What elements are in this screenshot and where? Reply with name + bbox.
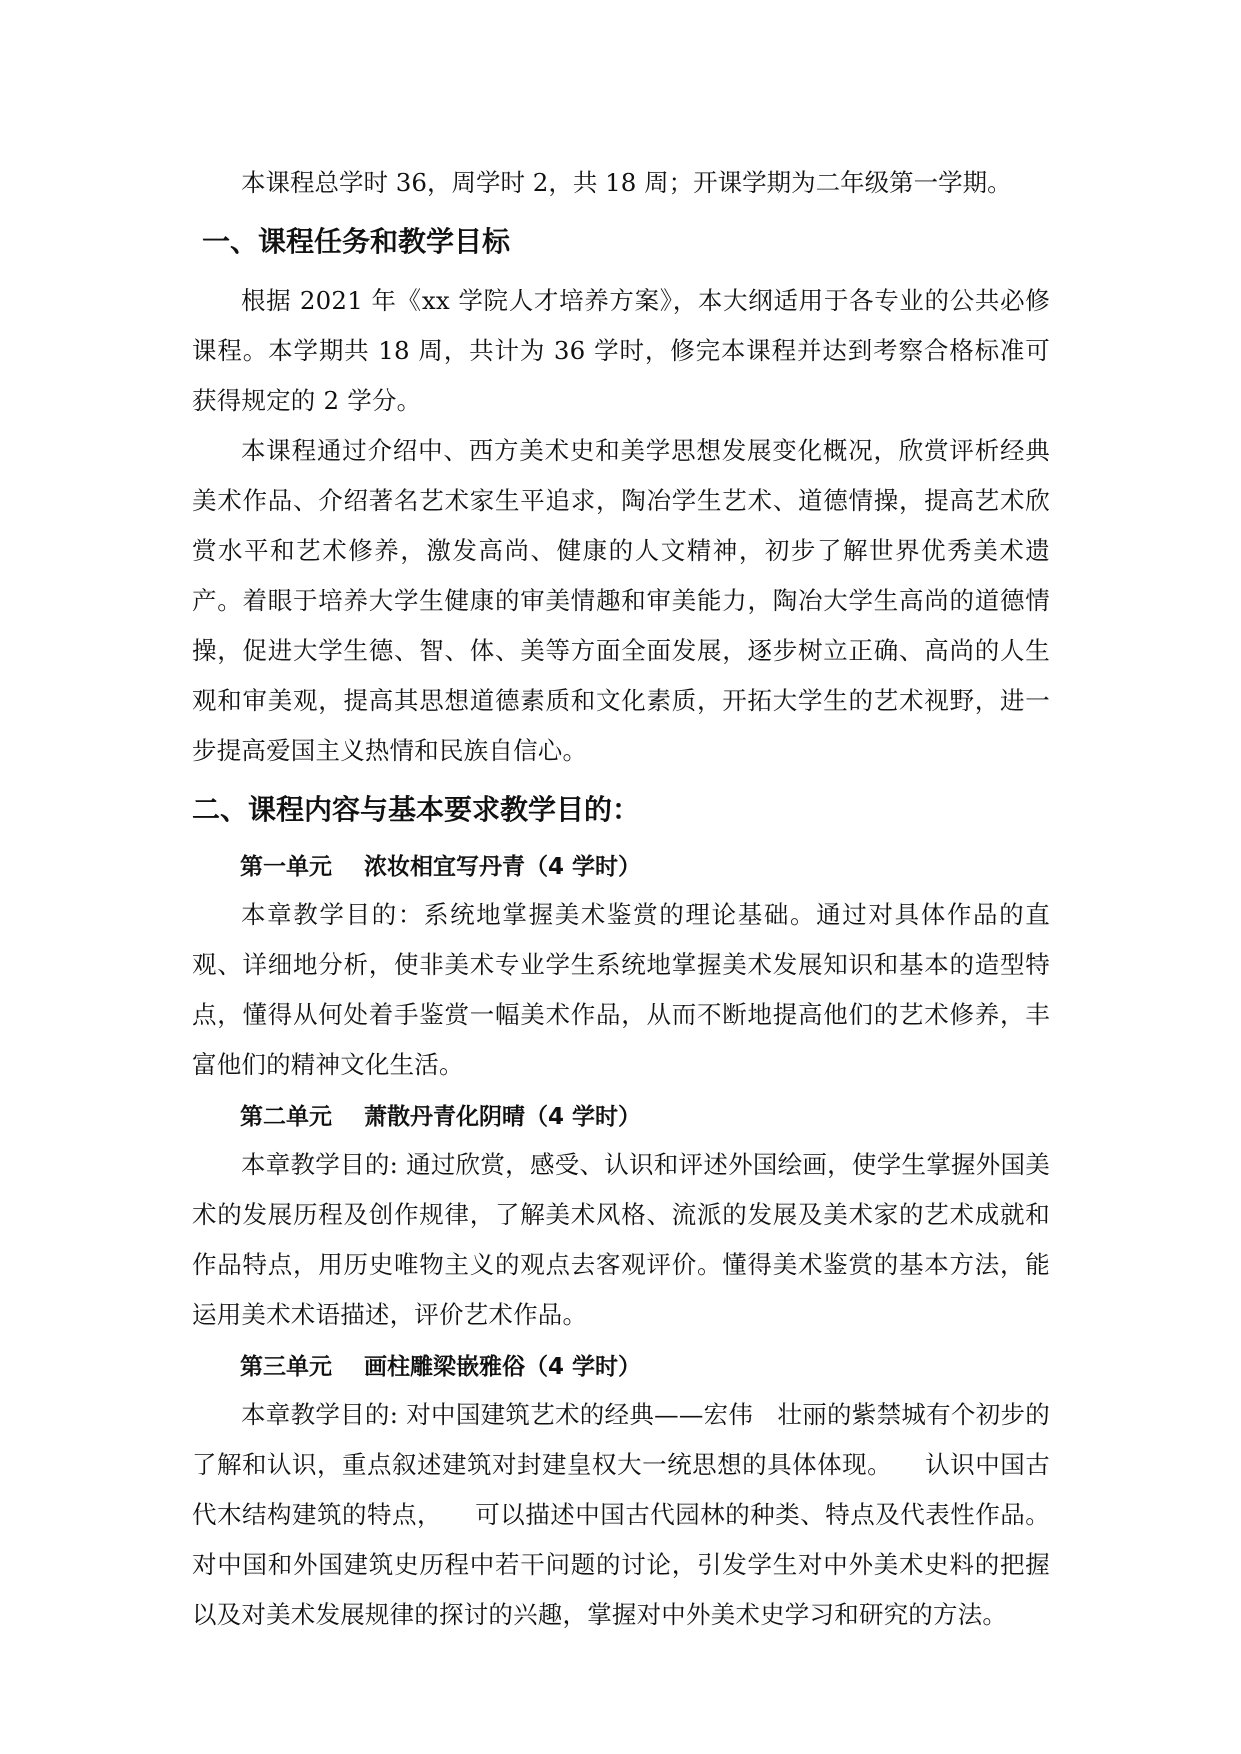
unit-2-paragraph: 本章教学目的: 通过欣赏，感受、认识和评述外国绘画，使学生掌握外国美术的发展历程及创作规律，了解美术风格、流派的发展及美术家的艺术成就和作品特点，用历史唯物主义的观点去客观评价。懂得美术鉴赏的基本方法，能运用美术术语描述，评价艺术作品。 — [192, 1150, 1050, 1329]
section-1-paragraph-2: 本课程通过介绍中、西方美术史和美学思想发展变化概况，欣赏评析经典美术作品、介绍著名艺术家生平追求，陶冶学生艺术、道德情操，提高艺术欣赏水平和艺术修养，激发高尚、健康的人文精神，初步了解世界优秀美术遗产。着眼于培养大学生健康的审美情趣和审美能力，陶冶大学生高尚的道德情操，促进大学生德、智、体、美等方面全面发展，逐步树立正确、高尚的人生观和审美观，提高其思想道德素质和文化素质，开拓大学生的艺术视野，进一步提高爱国主义热情和民族自信心。 — [192, 436, 1050, 765]
unit-1-title: 第一单元 浓妆相宜写丹青（4 学时） — [240, 854, 642, 880]
section-1-paragraph-1: 根据 2021 年《xx 学院人才培养方案》，本大纲适用于各专业的公共必修课程。本学期共 18 周，共计为 36 学时，修完本课程并达到考察合格标准可获得规定的 2 学分。 — [192, 286, 1050, 415]
section-1-heading: 一、课程任务和教学目标 — [202, 225, 511, 258]
unit-3-paragraph: 本章教学目的: 对中国建筑艺术的经典——宏伟 壮丽的紫禁城有个初步的了解和认识，重点叙述建筑对封建皇权大一统思想的具体体现。 认识中国古代木结构建筑的特点， 可以描述中国古代园林的种类、特点及代表性作品。 对中国和外国建筑史历程中若干问题的讨论，引发学生对中外美术史料的把握以及对美术发展规律的探讨的兴趣，掌握对中外美术史学习和研究的方法。 — [192, 1400, 1082, 1629]
section-2-heading: 二、课程内容与基本要求教学目的： — [192, 793, 641, 826]
document-body — [192, 158, 1082, 1640]
unit-3-title: 第三单元 画柱雕梁嵌雅俗（4 学时） — [240, 1354, 642, 1380]
unit-2-title: 第二单元 萧散丹青化阴晴（4 学时） — [240, 1104, 642, 1130]
unit-1-paragraph: 本章教学目的：系统地掌握美术鉴赏的理论基础。通过对具体作品的直观、详细地分析，使非美术专业学生系统地掌握美术发展知识和基本的造型特点，懂得从何处着手鉴赏一幅美术作品，从而不断地提高他们的艺术修养，丰富他们的精神文化生活。 — [192, 900, 1050, 1079]
intro-paragraph: 本课程总学时 36，周学时 2，共 18 周；开课学期为二年级第一学期。 — [241, 168, 1012, 197]
